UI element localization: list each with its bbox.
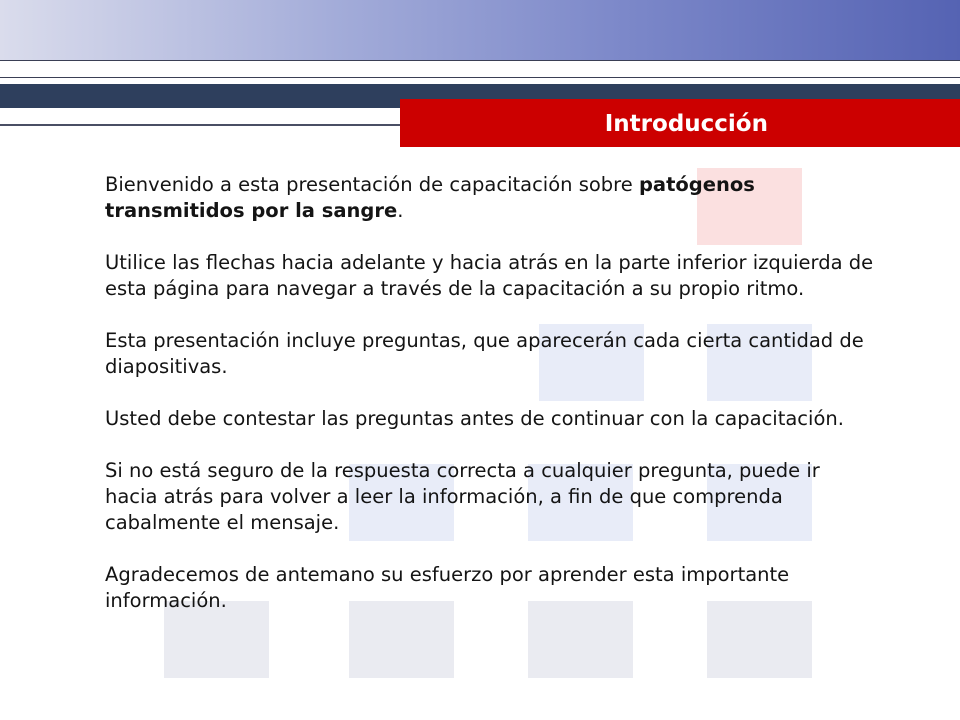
answer-paragraph: Usted debe contestar las preguntas antes de continuar con la capacitación. bbox=[105, 407, 844, 430]
slide-body bbox=[105, 172, 875, 640]
header-divider-line bbox=[0, 77, 960, 78]
header-accent-line bbox=[0, 124, 400, 126]
slide-title: Introducción bbox=[604, 111, 768, 137]
navigation-paragraph: Utilice las flechas hacia adelante y hacia atrás en la parte inferior izquierda de esta página para navegar a través de la capacitación a su propio ritmo. bbox=[105, 251, 874, 300]
title-bar bbox=[400, 99, 960, 147]
thanks-paragraph: Agradecemos de antemano su esfuerzo por aprender esta importante información. bbox=[105, 563, 790, 612]
header-gradient-band bbox=[0, 0, 960, 60]
intro-paragraph bbox=[105, 172, 875, 224]
intro-highlight: patógenos transmitidos por la sangre bbox=[105, 173, 755, 222]
intro-text-end: . bbox=[397, 199, 404, 222]
header-divider-line bbox=[0, 60, 960, 61]
intro-text: Bienvenido a esta presentación de capacitación sobre bbox=[105, 173, 639, 196]
questions-paragraph: Esta presentación incluye preguntas, que aparecerán cada cierta cantidad de diapositivas. bbox=[105, 329, 864, 378]
review-paragraph: Si no está seguro de la respuesta correcta a cualquier pregunta, puede ir hacia atrás para volver a leer la información, a fin de que comprenda cabalmente el mensaje. bbox=[105, 459, 820, 534]
